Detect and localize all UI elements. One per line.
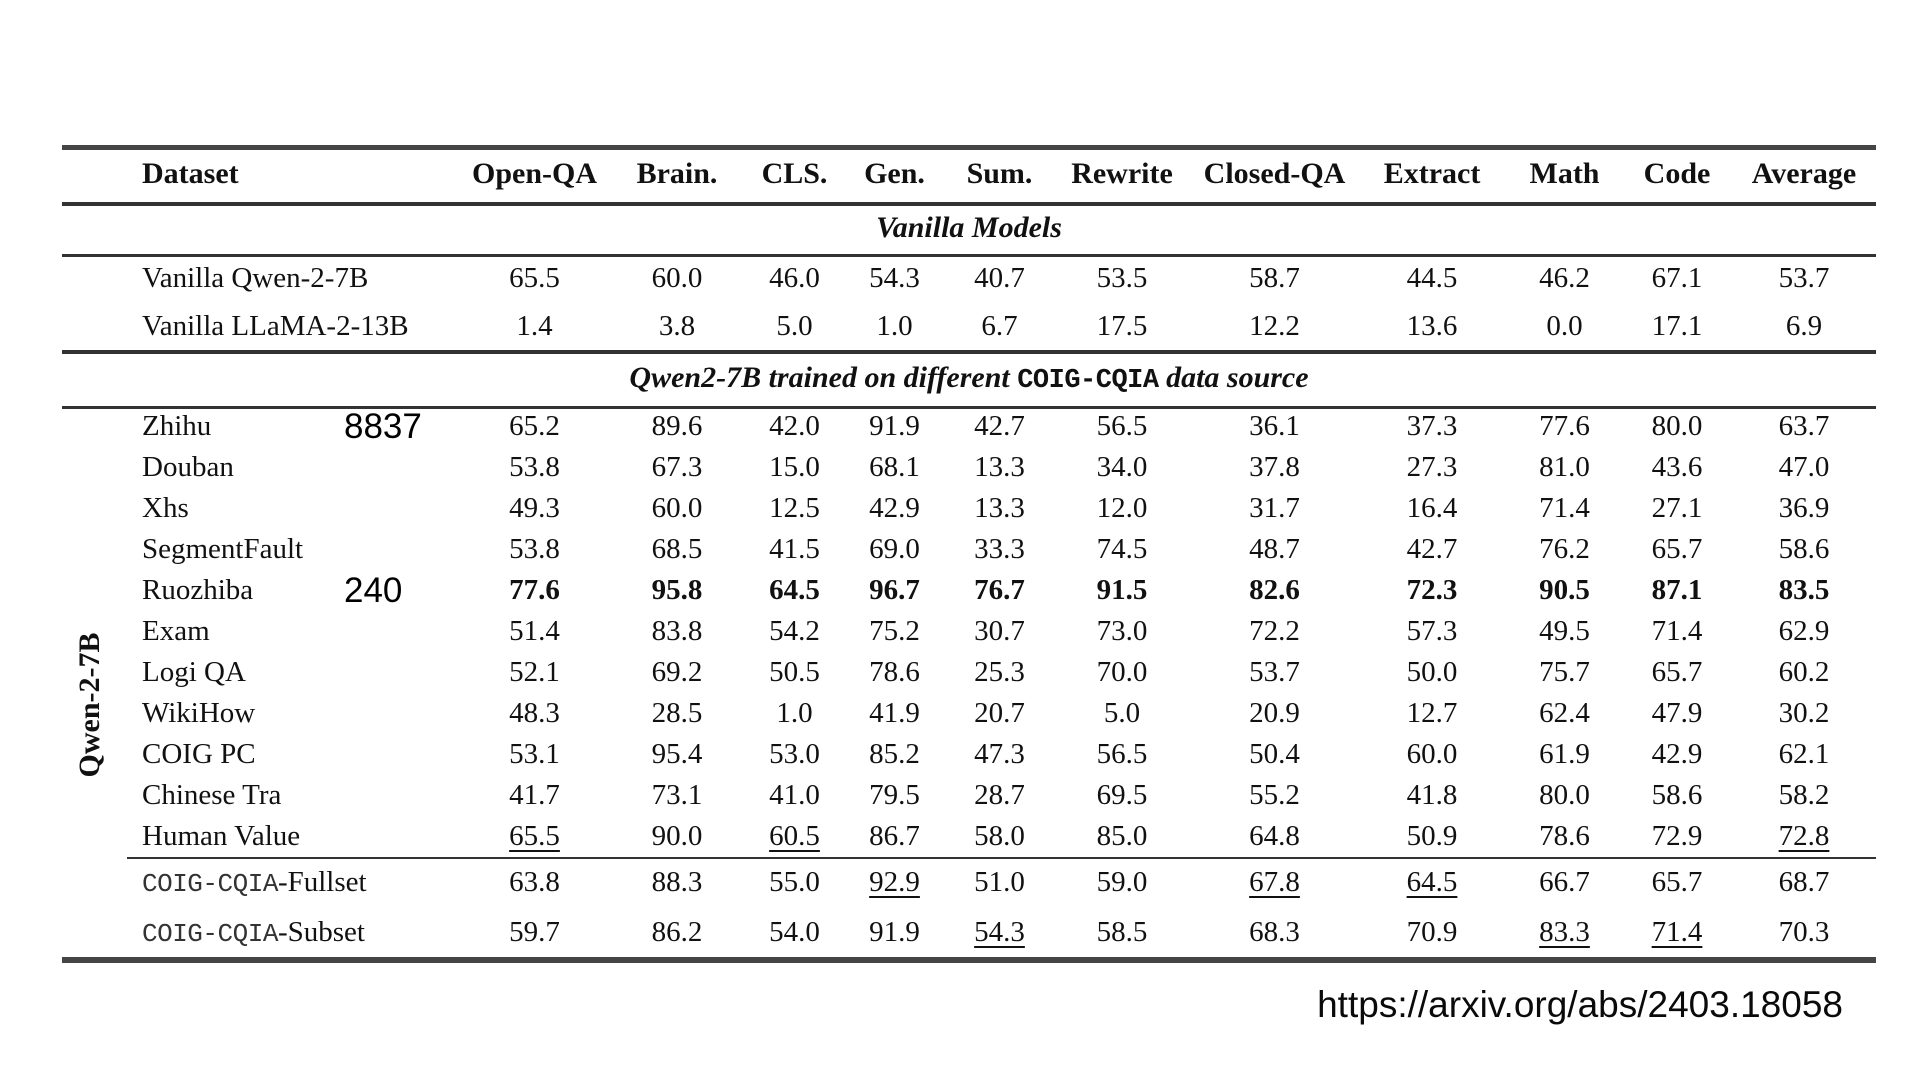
table-row [62, 734, 1876, 775]
dataset-name: Human Value [142, 820, 301, 852]
table-cell: 42.7 [1406, 533, 1458, 565]
table-cell: 66.7 [1539, 865, 1590, 898]
table-cell: 13.3 [974, 451, 1025, 483]
table-row [62, 816, 1876, 857]
table-cell: 40.7 [974, 261, 1025, 294]
table-cell: 13.3 [974, 492, 1025, 524]
dataset-name: Ruozhiba 240 [142, 570, 403, 610]
table-cell: 65.5 [509, 261, 560, 294]
dataset-name: SegmentFault [142, 533, 304, 565]
table-cell: 80.0 [1651, 410, 1703, 442]
table-cell: 68.1 [869, 451, 920, 483]
table-cell: 42.0 [769, 410, 820, 442]
table-cell: 91.5 [1096, 574, 1148, 606]
table-cell: 1.0 [776, 697, 813, 729]
dataset-name: COIG-CQIA-Subset [142, 915, 365, 949]
dataset-name: Exam [142, 615, 210, 647]
table-cell: 69.5 [1096, 779, 1148, 811]
table-cell: 37.3 [1406, 410, 1458, 442]
table-cell: 60.5 [769, 820, 820, 852]
table-cell: 83.3 [1539, 915, 1590, 948]
column-header-brain: Brain. [636, 156, 718, 190]
table-cell: 58.5 [1096, 915, 1148, 948]
dataset-name: Logi QA [142, 656, 246, 688]
table-cell: 6.7 [981, 309, 1018, 342]
table-cell: 1.0 [876, 309, 913, 342]
table-cell: 85.2 [869, 738, 920, 770]
table-cell: 63.7 [1778, 410, 1830, 442]
table-cell: 60.0 [1406, 738, 1458, 770]
table-cell: 50.5 [769, 656, 820, 688]
dataset-name: WikiHow [142, 697, 256, 729]
vanilla-models-title: Vanilla Models [876, 211, 1062, 244]
vanilla-bottom-rule [62, 350, 1876, 354]
section-title-row [62, 202, 1876, 254]
column-header-code: Code [1643, 156, 1711, 190]
table-cell: 42.7 [974, 410, 1025, 442]
table-cell: 63.8 [509, 865, 560, 898]
table-cell: 71.4 [1651, 615, 1703, 647]
table-cell: 48.3 [509, 697, 560, 729]
table-cell: 44.5 [1406, 261, 1458, 294]
table-cell: 69.2 [651, 656, 703, 688]
table-cell: 92.9 [869, 865, 920, 898]
dataset-name: COIG-CQIA-Fullset [142, 865, 367, 899]
table-cell: 65.7 [1651, 656, 1703, 688]
table-cell: 58.0 [974, 820, 1025, 852]
table-row [62, 488, 1876, 529]
table-cell: 12.5 [769, 492, 820, 524]
section-title-row [62, 350, 1876, 406]
table-row [62, 447, 1876, 488]
table-cell: 83.8 [651, 615, 703, 647]
table-cell: 25.3 [974, 656, 1025, 688]
table-cell: 73.1 [651, 779, 703, 811]
table-cell: 47.9 [1651, 697, 1703, 729]
table-cell: 83.5 [1778, 574, 1830, 606]
table-cell: 59.0 [1096, 865, 1148, 898]
column-header-open-qa: Open-QA [471, 156, 597, 190]
table-cell: 53.7 [1778, 261, 1830, 294]
table-cell: 72.8 [1778, 820, 1830, 852]
table-cell: 67.8 [1249, 865, 1300, 898]
table-cell: 58.7 [1249, 261, 1300, 294]
table-cell: 95.4 [651, 738, 703, 770]
table-cell: 60.0 [651, 492, 703, 524]
table-cell: 48.7 [1249, 533, 1300, 565]
table-cell: 75.7 [1539, 656, 1590, 688]
column-header-extract: Extract [1383, 156, 1481, 190]
table-cell: 12.7 [1406, 697, 1458, 729]
table-cell: 41.7 [509, 779, 560, 811]
table-cell: 5.0 [1103, 697, 1141, 729]
table-cell: 15.0 [769, 451, 820, 483]
table-cell: 34.0 [1096, 451, 1148, 483]
table-row [62, 302, 1876, 350]
table-cell: 31.7 [1249, 492, 1300, 524]
table-cell: 67.1 [1651, 261, 1703, 294]
table-cell: 76.2 [1539, 533, 1590, 565]
column-header-rewrite: Rewrite [1071, 156, 1173, 190]
table-cell: 88.3 [651, 865, 703, 898]
table-cell: 53.5 [1096, 261, 1148, 294]
table-cell: 3.8 [658, 309, 696, 342]
table-cell: 70.9 [1406, 915, 1458, 948]
column-header-cls: CLS. [761, 156, 828, 190]
table-cell: 62.4 [1539, 697, 1590, 729]
arxiv-url: https://arxiv.org/abs/2403.18058 [1317, 984, 1843, 1025]
table-cell: 53.8 [509, 533, 560, 565]
benchmark-table [62, 145, 1876, 957]
table-cell: 41.5 [769, 533, 820, 565]
table-cell: 6.9 [1785, 309, 1823, 342]
table-cell: 55.0 [769, 865, 820, 898]
table-cell: 72.3 [1406, 574, 1458, 606]
table-cell: 46.0 [769, 261, 820, 294]
table-cell: 42.9 [1651, 738, 1703, 770]
table-cell: 47.3 [974, 738, 1025, 770]
table-cell: 72.2 [1249, 615, 1300, 647]
table-cell: 81.0 [1539, 451, 1590, 483]
table-cell: 58.6 [1778, 533, 1830, 565]
table-cell: 36.1 [1249, 410, 1300, 442]
table-cell: 30.2 [1778, 697, 1830, 729]
table-cell: 65.5 [509, 820, 560, 852]
table-row-summary [62, 907, 1876, 957]
table-cell: 49.3 [509, 492, 560, 524]
table-cell: 91.9 [869, 410, 920, 442]
table-cell: 54.3 [869, 261, 920, 294]
column-header-average: Average [1751, 156, 1857, 190]
table-cell: 33.3 [974, 533, 1025, 565]
table-cell: 51.4 [509, 615, 560, 647]
table-cell: 54.3 [974, 915, 1025, 948]
table-cell: 68.3 [1249, 915, 1300, 948]
table-cell: 53.1 [509, 738, 560, 770]
coig-cqia-label: COIG-CQIA [1017, 365, 1159, 396]
table-cell: 87.1 [1651, 574, 1703, 606]
table-cell: 56.5 [1096, 410, 1148, 442]
table-cell: 57.3 [1406, 615, 1458, 647]
table-cell: 12.2 [1249, 309, 1300, 342]
table-cell: 61.9 [1539, 738, 1590, 770]
table-cell: 50.4 [1249, 738, 1300, 770]
column-header-closed-qa: Closed-QA [1203, 156, 1346, 190]
table-cell: 78.6 [1539, 820, 1590, 852]
trained-models-title: Qwen2-7B trained on different COIG-CQIA data source [629, 360, 1309, 396]
table-cell: 46.2 [1539, 261, 1590, 294]
table-cell: 71.4 [1651, 915, 1703, 948]
table-cell: 96.7 [869, 574, 920, 606]
table-cell: 42.9 [869, 492, 920, 524]
table-cell: 79.5 [869, 779, 920, 811]
dataset-name: COIG PC [142, 738, 256, 770]
table-row [62, 693, 1876, 734]
table-cell: 53.0 [769, 738, 820, 770]
table-cell: 77.6 [1539, 410, 1590, 442]
table-cell: 58.6 [1651, 779, 1703, 811]
dataset-name: Chinese Tra [142, 779, 282, 811]
column-header-sum: Sum. [966, 156, 1033, 190]
table-cell: 27.1 [1651, 492, 1703, 524]
column-header-math: Math [1529, 156, 1600, 190]
table-row [62, 254, 1876, 302]
table-cell: 55.2 [1249, 779, 1300, 811]
table-cell: 73.0 [1096, 615, 1148, 647]
table-cell: 60.2 [1778, 656, 1830, 688]
table-cell: 51.0 [974, 865, 1025, 898]
header-bottom-rule [62, 202, 1876, 206]
table-cell: 20.7 [974, 697, 1025, 729]
table-cell: 91.9 [869, 915, 920, 948]
table-row [62, 611, 1876, 652]
table-cell: 59.7 [509, 915, 560, 948]
table-cell: 28.7 [974, 779, 1025, 811]
table-cell: 90.0 [651, 820, 703, 852]
table-cell: 12.0 [1096, 492, 1148, 524]
table-cell: 85.0 [1096, 820, 1148, 852]
table-cell: 89.6 [651, 410, 703, 442]
table-cell: 77.6 [509, 574, 560, 606]
table-cell: 17.5 [1096, 309, 1148, 342]
table-cell: 80.0 [1539, 779, 1590, 811]
table-cell: 58.2 [1778, 779, 1830, 811]
table-cell: 28.5 [651, 697, 703, 729]
annotation-sample-count: 240 [344, 570, 403, 610]
table-cell: 72.9 [1651, 820, 1703, 852]
table-cell: 0.0 [1546, 309, 1583, 342]
results-table [62, 145, 1876, 957]
table-cell: 62.1 [1778, 738, 1830, 770]
table-cell: 36.9 [1778, 492, 1830, 524]
table-cell: 54.0 [769, 915, 820, 948]
header-row [62, 145, 1876, 202]
table-cell: 67.3 [651, 451, 703, 483]
table-cell: 62.9 [1778, 615, 1830, 647]
table-cell: 43.6 [1651, 451, 1703, 483]
table-row [62, 652, 1876, 693]
table-cell: 30.7 [974, 615, 1025, 647]
table-row-best [62, 570, 1876, 611]
table-bottom-rule [62, 957, 1876, 963]
table-cell: 78.6 [869, 656, 920, 688]
table-cell: 16.4 [1406, 492, 1458, 524]
table-cell: 27.3 [1406, 451, 1458, 483]
table-cell: 65.7 [1651, 865, 1703, 898]
table-cell: 64.5 [769, 574, 820, 606]
table-cell: 74.5 [1096, 533, 1148, 565]
table-cell: 41.0 [769, 779, 820, 811]
column-header-dataset: Dataset [142, 156, 239, 190]
table-cell: 50.9 [1406, 820, 1458, 852]
table-cell: 68.5 [651, 533, 703, 565]
dataset-name: Zhihu 8837 [142, 406, 422, 446]
table-cell: 90.5 [1539, 574, 1590, 606]
table-cell: 41.8 [1406, 779, 1458, 811]
table-cell: 17.1 [1651, 309, 1703, 342]
table-cell: 41.9 [869, 697, 920, 729]
dataset-name: Vanilla LLaMA-2-13B [142, 309, 409, 342]
table-row-summary [62, 857, 1876, 907]
dataset-name: Vanilla Qwen-2-7B [142, 261, 369, 294]
annotation-sample-count: 8837 [344, 406, 422, 446]
table-cell: 60.0 [651, 261, 703, 294]
table-cell: 65.7 [1651, 533, 1703, 565]
table-row [62, 406, 1876, 447]
table-cell: 5.0 [776, 309, 813, 342]
table-cell: 52.1 [509, 656, 560, 688]
table-cell: 75.2 [869, 615, 920, 647]
table-cell: 37.8 [1249, 451, 1300, 483]
table-cell: 47.0 [1778, 451, 1830, 483]
table-cell: 53.7 [1249, 656, 1300, 688]
table-cell: 64.8 [1249, 820, 1300, 852]
table-cell: 53.8 [509, 451, 560, 483]
table-row [62, 775, 1876, 816]
table-cell: 50.0 [1406, 656, 1458, 688]
table-cell: 70.3 [1778, 915, 1830, 948]
row-group-label: Qwen-2-7B [73, 632, 106, 778]
table-cell: 70.0 [1096, 656, 1148, 688]
table-cell: 13.6 [1406, 309, 1458, 342]
table-cell: 82.6 [1249, 574, 1300, 606]
table-cell: 71.4 [1539, 492, 1590, 524]
table-cell: 49.5 [1539, 615, 1590, 647]
table-cell: 69.0 [869, 533, 920, 565]
table-cell: 20.9 [1249, 697, 1300, 729]
table-cell: 86.7 [869, 820, 920, 852]
table-cell: 56.5 [1096, 738, 1148, 770]
table-cell: 64.5 [1406, 865, 1458, 898]
table-cell: 95.8 [651, 574, 703, 606]
table-cell: 65.2 [509, 410, 560, 442]
table-cell: 76.7 [974, 574, 1025, 606]
table-cell: 86.2 [651, 915, 703, 948]
dataset-name: Xhs [142, 492, 189, 524]
column-header-gen: Gen. [864, 156, 925, 190]
table-cell: 68.7 [1778, 865, 1830, 898]
table-cell: 1.4 [516, 309, 553, 342]
table-row [62, 529, 1876, 570]
dataset-name: Douban [142, 451, 234, 483]
table-cell: 54.2 [769, 615, 820, 647]
